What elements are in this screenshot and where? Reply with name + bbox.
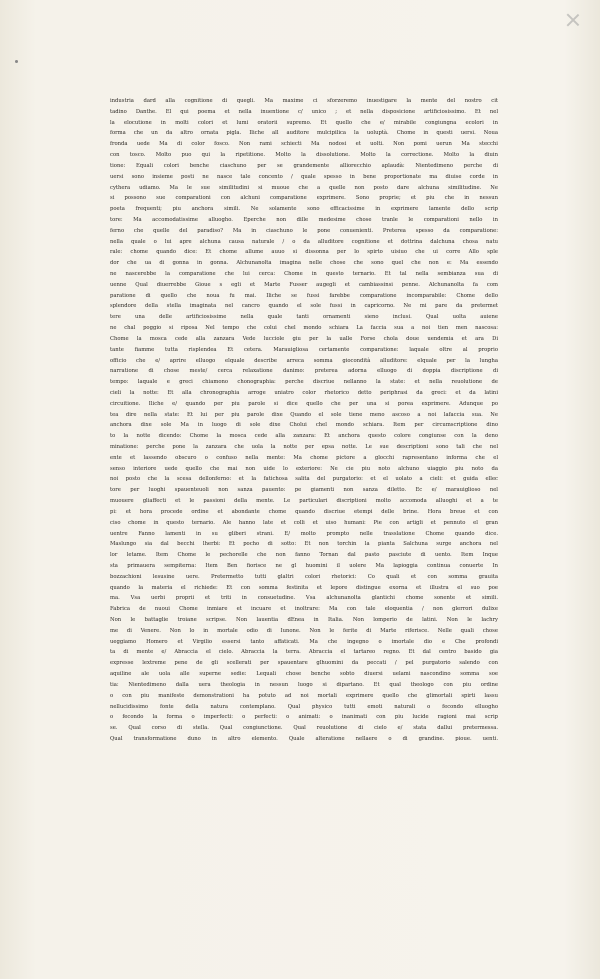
text-line: nella quale o lui apre alchuna causa naturale / o da alluditore cognitione et dottrina dalchuna chosa natu	[110, 238, 498, 245]
text-line: uentre Fanno lamenti in su gliberi strani. E/ molto prompto nelle trasslatione Chome quando dice.	[110, 530, 498, 537]
text-line: tore: Ma accomodatissime alluogho. Eperche non dille medesime chose tranle le comparationi nello in	[110, 216, 498, 223]
text-line: fronda uede Ma di color fosco. Non rami schiecti Ma nodosi et uolti. Non pomi uerun Ma stecchi	[110, 141, 498, 148]
text-line: cieli la notte: Et alla chronographia arroge uniatro color rhetorico detto periphrasi da greci: et da latini	[110, 389, 498, 396]
text-line: uersi sono insieme posti ne nasce tale concento / quale spesso in bene proportionate ma diuise corde in	[110, 173, 498, 180]
text-line: dor che ua di gonna in gonna. Alchunanolta imagina nelle chose che sono quel che non e: Ma essendo	[110, 260, 498, 267]
text-line: uenne Qual diuerrebbe Gioue s egli et Marte Fusser augegli et cambiassinsi penne. Alchunanolta fa com	[110, 281, 498, 288]
close-mark-icon	[565, 12, 581, 28]
text-line: Fabrica de nuoui Chome inmiare et incuare et inoltrare: Ma con tale eloquentia / non glerrori dulixe	[110, 606, 498, 613]
text-line: narratione di chose meste/ cerca relaxatione danimo: preterea adorna elluogo di doppia discriptione di	[110, 368, 498, 375]
text-line: anchora dixe sole Ma in luogo di sole dixe Cholui chel mondo schiara. Item per circumscriptione dino	[110, 422, 498, 429]
text-line: ma. Vsa uerbi proprii et triti in consuetudine. Vsa alchunanolta glantichi chome sonente et simili.	[110, 595, 498, 602]
text-line: expresse lextreme pene de gli scellerati per spauentare glhuomini da peccati / pel purgatorio salendo con	[110, 660, 498, 667]
text-line: o con piu manifeste demonstrationi ha potuto ad noi mortali exprimere quello che glimortali spirti lassu	[110, 692, 498, 699]
text-line: tia: Nientedimeno dalla uera theologia in nessun luogo si dipartano. Et qual theologo con piu ordine	[110, 681, 498, 688]
text-line: splendore della stella imaginata nel cancro quando el sole fussi in capricorno. Ne mi pare da pretermet	[110, 303, 498, 310]
text-line: pi: et hora procede ordine et abondante chome quando discriue etempi delle brine. Hora breue et con	[110, 508, 498, 515]
text-line: ta di mente e/ Abraccia el cielo. Abraccia la terra. Abraccia el tartareo regno. Et dal centro basido gia	[110, 649, 498, 656]
text-line: rale: chome quando dice: Et chome allume auuo si dissonna per lo spirto uisiuo che ui corre Allo sple	[110, 249, 498, 256]
text-line: ferno che quelle del paradiso? Ma in ciaschuno le pone conuenienti. Preterea spesso da comparatione:	[110, 227, 498, 234]
text-line: tere una delle artificiosissime nella quale tanti ornamenti sieno inclusi. Qual uolta auiene	[110, 314, 498, 321]
text-line: senso interiore uede quello che mai non uide lo exteriore: Ne cie piu noto alchuno uiaggio piu noto da	[110, 465, 498, 472]
text-line: to la notte dicendo: Chome la mosca cede alla zanzara: Et anchora questo colore congiunse con la deno	[110, 433, 498, 440]
text-line: Qual transformatione duno in altro elemento. Quale alteratione nellaere o di grandine. pioue. uenti.	[110, 735, 498, 742]
body-text-block	[110, 96, 498, 745]
text-line: noi posto che la scesa dellonferno: et la fatichosa salita del purgatorio: et el uolato a cieli: et guida ellec	[110, 476, 498, 483]
text-line: o fecondo la forma o imperfecti: o perfecti: o animati: o inanimati con piu lucide ragioni mai scrip	[110, 714, 498, 721]
text-line: ente et lassendo obscuro o confuso nella mente: Ma chome pictore a glocchi rapresentano informa che el	[110, 454, 498, 461]
text-line: ne chal poggio si riposa Nel tempo che colui chel mondo schiara La faccia sua a noi tien men nascosa:	[110, 325, 498, 332]
text-line: circuitione. Iliche e/ quando per piu parole si dice quello che per una si porea exprimere. Adunque po	[110, 400, 498, 407]
text-line: tione: Equali colori benche ciaschuno per se grandemente alliorecchio aplaudà: Nientedimeno perche di	[110, 162, 498, 169]
text-line: tore per luoghi spauenteuoli non sanza pauento: pe giamenti non sanza diletto. Ec e/ marauiglioso nel	[110, 487, 498, 494]
text-line: si possono sue comparationi con alchuni comparatione exprimere. Sono proprie; et piu che in nessun	[110, 195, 498, 202]
text-line: bozzachioni lesusine uere. Pretermetto tutti glaltri colori rhetorici: Co quali et con somma grauita	[110, 573, 498, 580]
text-line: tadino Danthe. El qui poema et nella inuentione c/ unico ; et nella disposicione artificiosissimo. Et nel	[110, 108, 498, 115]
text-line: Non le battaglie troiane scripse. Non lauentia dEnea in Italia. Non lomperio de latini. Non le lachry	[110, 617, 498, 623]
text-line: industria dard alla cognitione di quegli. Ma maxime ci sforzeremo inuestigare la mente del nostro cit	[110, 98, 498, 104]
text-line: minatione: perche pone la zanzara che uola la notte per epsa notte. Le sue descriptioni sono tali che nel	[110, 444, 498, 450]
text-line: ueggiamo Homero et Virgilio essersi tanto affaticati. Ma che ingegno o imortale dio e Che profondi	[110, 638, 498, 645]
text-line: poeta frequenti; piu anchora simili. Ne solamente sono efficacissime in exprimere lamente dello scrip	[110, 206, 498, 213]
text-line: forma che un da altro ornata pigla. Iliche all auditore mulcipilica la uoluptà. Chome in questi uersi. Noua	[110, 130, 498, 137]
text-line: lor letame. Item Chome le pechorelle che non fanno Tornan dal pasto pasciute di uento. Item Inque	[110, 552, 498, 559]
text-line: con tosco. Molto puo qui la ripetitione. Molto la dissolutione. Molto la correctione. Molto la diuin	[110, 152, 498, 159]
text-line: tempo: laquale e greci chiamono chonographia: perche discriue nellanno la state: et nella reuolutione de	[110, 379, 498, 386]
text-line: officio che e/ aprire elluogo elquale describe arreca somma giocondità alluditore: elquale per la lungha	[110, 357, 498, 364]
text-line: Chome la mosca cede alla zanzara Vede lucciole giu per la ualle Forse chola doue uendemia et ara Di	[110, 335, 498, 342]
text-line: ciso chome in questo ternario. Ale hanno late et colli et uiso humani: Pie con artigli et pennuto el gran	[110, 519, 498, 526]
text-line: me di Venere. Non lo in mortale odio di Iunone. Non le ferite di Marte riferisce. Nelle quali chose	[110, 627, 498, 634]
text-line: quando la materia el richiede: Et con somma festinita et lepore distingue exorna et illustra el suo poe	[110, 584, 498, 591]
text-line: cythera udiamo. Ma le sue similitudini si muoue che a quelle non posto dare alchuna similitudine. Ne	[110, 184, 498, 191]
text-line: tante fiamme tutta risplendea Et cetera. Marauigliosa certamente comparatione: laquale oltre al proprio	[110, 346, 498, 353]
text-line: ne nascerebbe la comparatione che lui cerca: Chome in questo ternario. Et tal nella sembianza sua di	[110, 271, 498, 277]
text-line: la elocutione in molti colori et lumi oratorii supremo. Et quello che e/ mirabile congiungna ecolori in	[110, 119, 498, 126]
text-line: se. Qual corso di stella. Qual congiunctione. Qual reuolutione di cielo e/ stata dallui pretermessa.	[110, 725, 498, 732]
text-line: sta primauera sempiterna: Item Ben fiorisce ne gl huomini il uolere Ma lapioggia continua conuerte In	[110, 562, 498, 569]
text-line: tea dire nella state: Et lui per piu parole dixe Quando el sole tiene meno ascoso a noi lafaccia sua. Ne	[110, 411, 498, 418]
text-line: aquiline ale uola alle superne sedie: Lequali chose benche sobto diuersi uelami nascondino somma soe	[110, 671, 498, 678]
text-line: paratione di quello che noua fu mai. Iliche se fussi farebbe comparatione incomparabile: Chome dello	[110, 292, 498, 299]
text-line: muouere gliaffecti et le passioni della mente. Le particulari discriptioni molto accomoda alluoghi et a te	[110, 498, 498, 505]
text-line: Maslungo sia dal becchi lherbi: Et pocho di sotto: Et non torchin la pianta Salchuna surge anchora nel	[110, 541, 498, 548]
text-line: nellucidissimo fonte della natura contemplano. Qual physico tutti emoti naturali o fecondo elluogho	[110, 703, 498, 710]
margin-dot-icon	[15, 60, 18, 63]
